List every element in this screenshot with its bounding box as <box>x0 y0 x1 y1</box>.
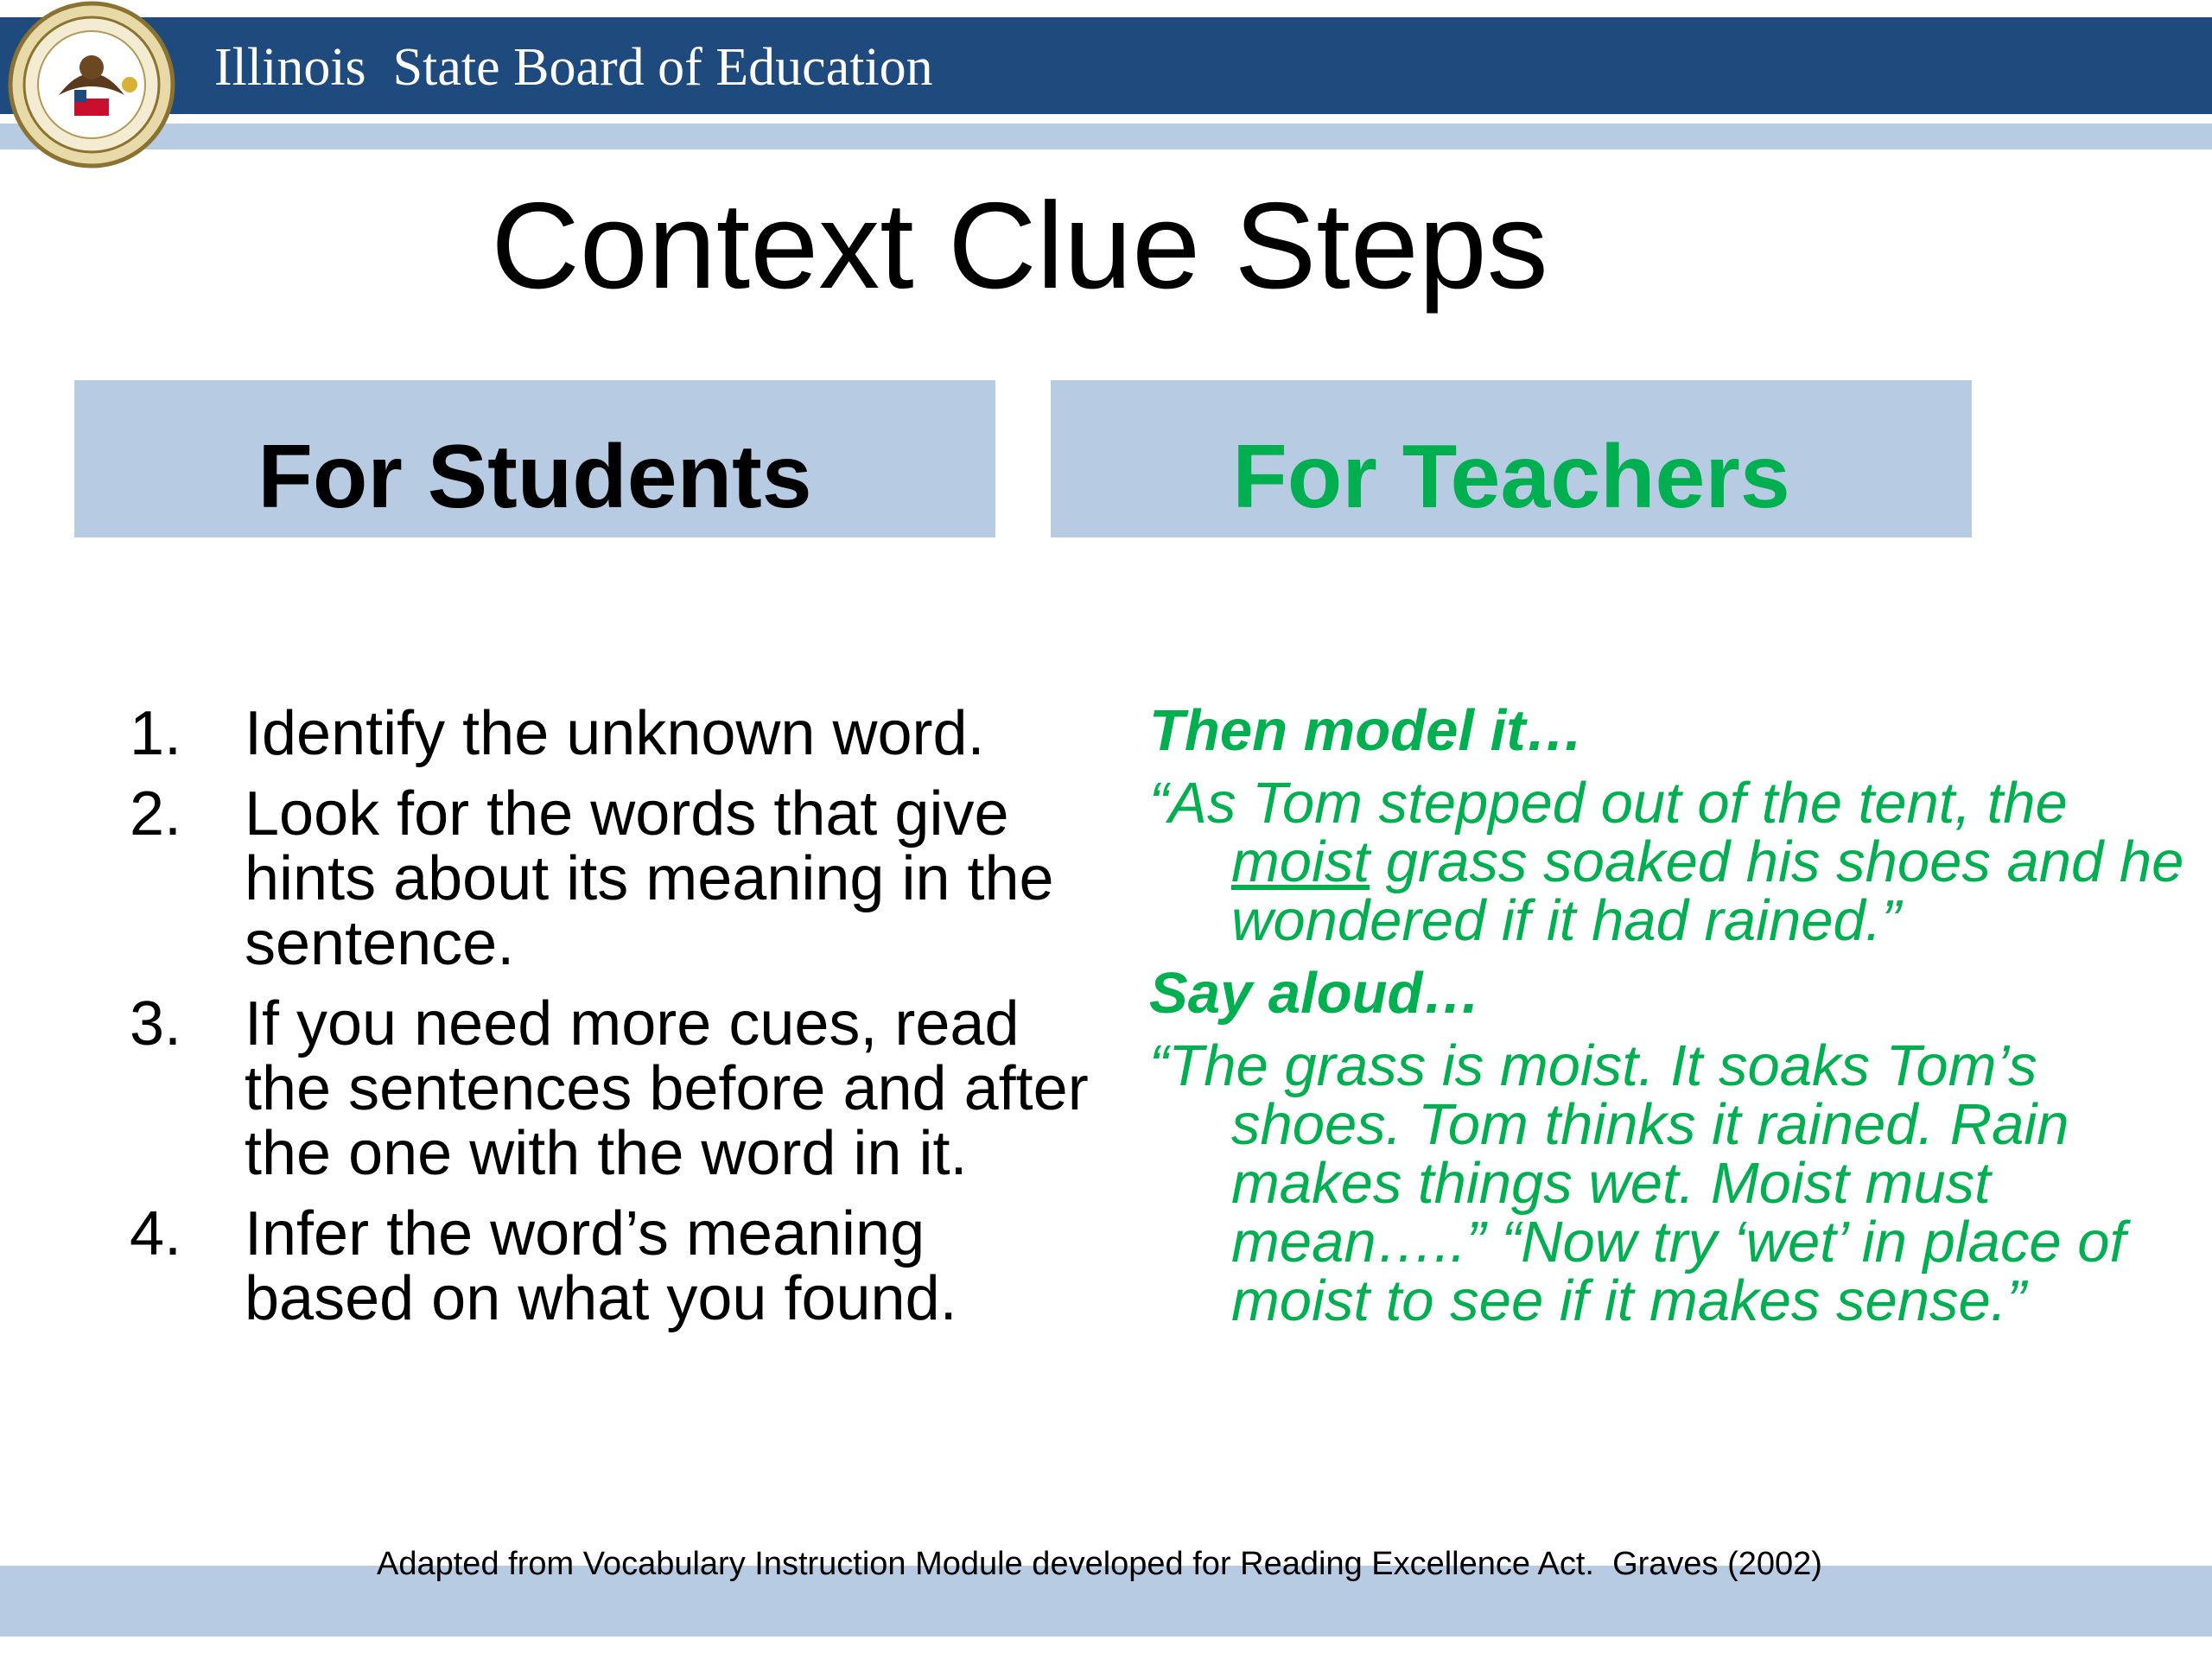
citation-footnote: Adapted from Vocabulary Instruction Module developed for Reading Excellence Act. Graves (2002) <box>377 1546 1822 1582</box>
list-item <box>130 989 1097 1188</box>
target-word: moist <box>1231 830 1370 894</box>
step-text: Identify the unknown word. <box>245 699 985 768</box>
step-text: If you need more cues, read the sentences before and after the one with the word in it. <box>245 989 1089 1188</box>
slide-title: Context Clue Steps <box>491 177 1548 315</box>
list-item <box>130 1199 1097 1333</box>
state-seal-icon <box>7 0 176 169</box>
step-text: Infer the word’s meaning based on what you found. <box>245 1199 957 1333</box>
step-number: 3. <box>130 989 182 1058</box>
say-aloud-lead: Say aloud… <box>1149 961 1481 1026</box>
students-steps-list <box>130 699 1097 1347</box>
model-quote <box>1149 771 2186 953</box>
list-item <box>130 699 1097 768</box>
teachers-heading: For Teachers <box>1051 380 1972 537</box>
organization-name: Illinois State Board of Education <box>214 38 933 97</box>
model-lead: Then model it… <box>1149 698 1584 763</box>
teacher-model-block <box>1149 698 2186 1344</box>
list-item <box>130 779 1097 978</box>
step-number: 4. <box>130 1199 182 1268</box>
step-number: 1. <box>130 699 182 768</box>
model-quote-end: grass soaked his shoes and he wondered if it had rained.” <box>1231 830 2184 953</box>
say-aloud-quote: “The grass is moist. It soaks Tom’s shoes. Tom thinks it rained. Rain makes things wet. Moist must mean…..” “Now try ‘wet’ in place of moist to see if it makes sense.” <box>1149 1033 2126 1333</box>
step-text: Look for the words that give hints about its meaning in the sentence. <box>245 779 1054 978</box>
header-stripe <box>0 124 2212 149</box>
students-heading: For Students <box>74 380 995 537</box>
step-number: 2. <box>130 779 182 849</box>
model-quote-start: “As Tom stepped out of the tent, the <box>1149 771 2068 836</box>
